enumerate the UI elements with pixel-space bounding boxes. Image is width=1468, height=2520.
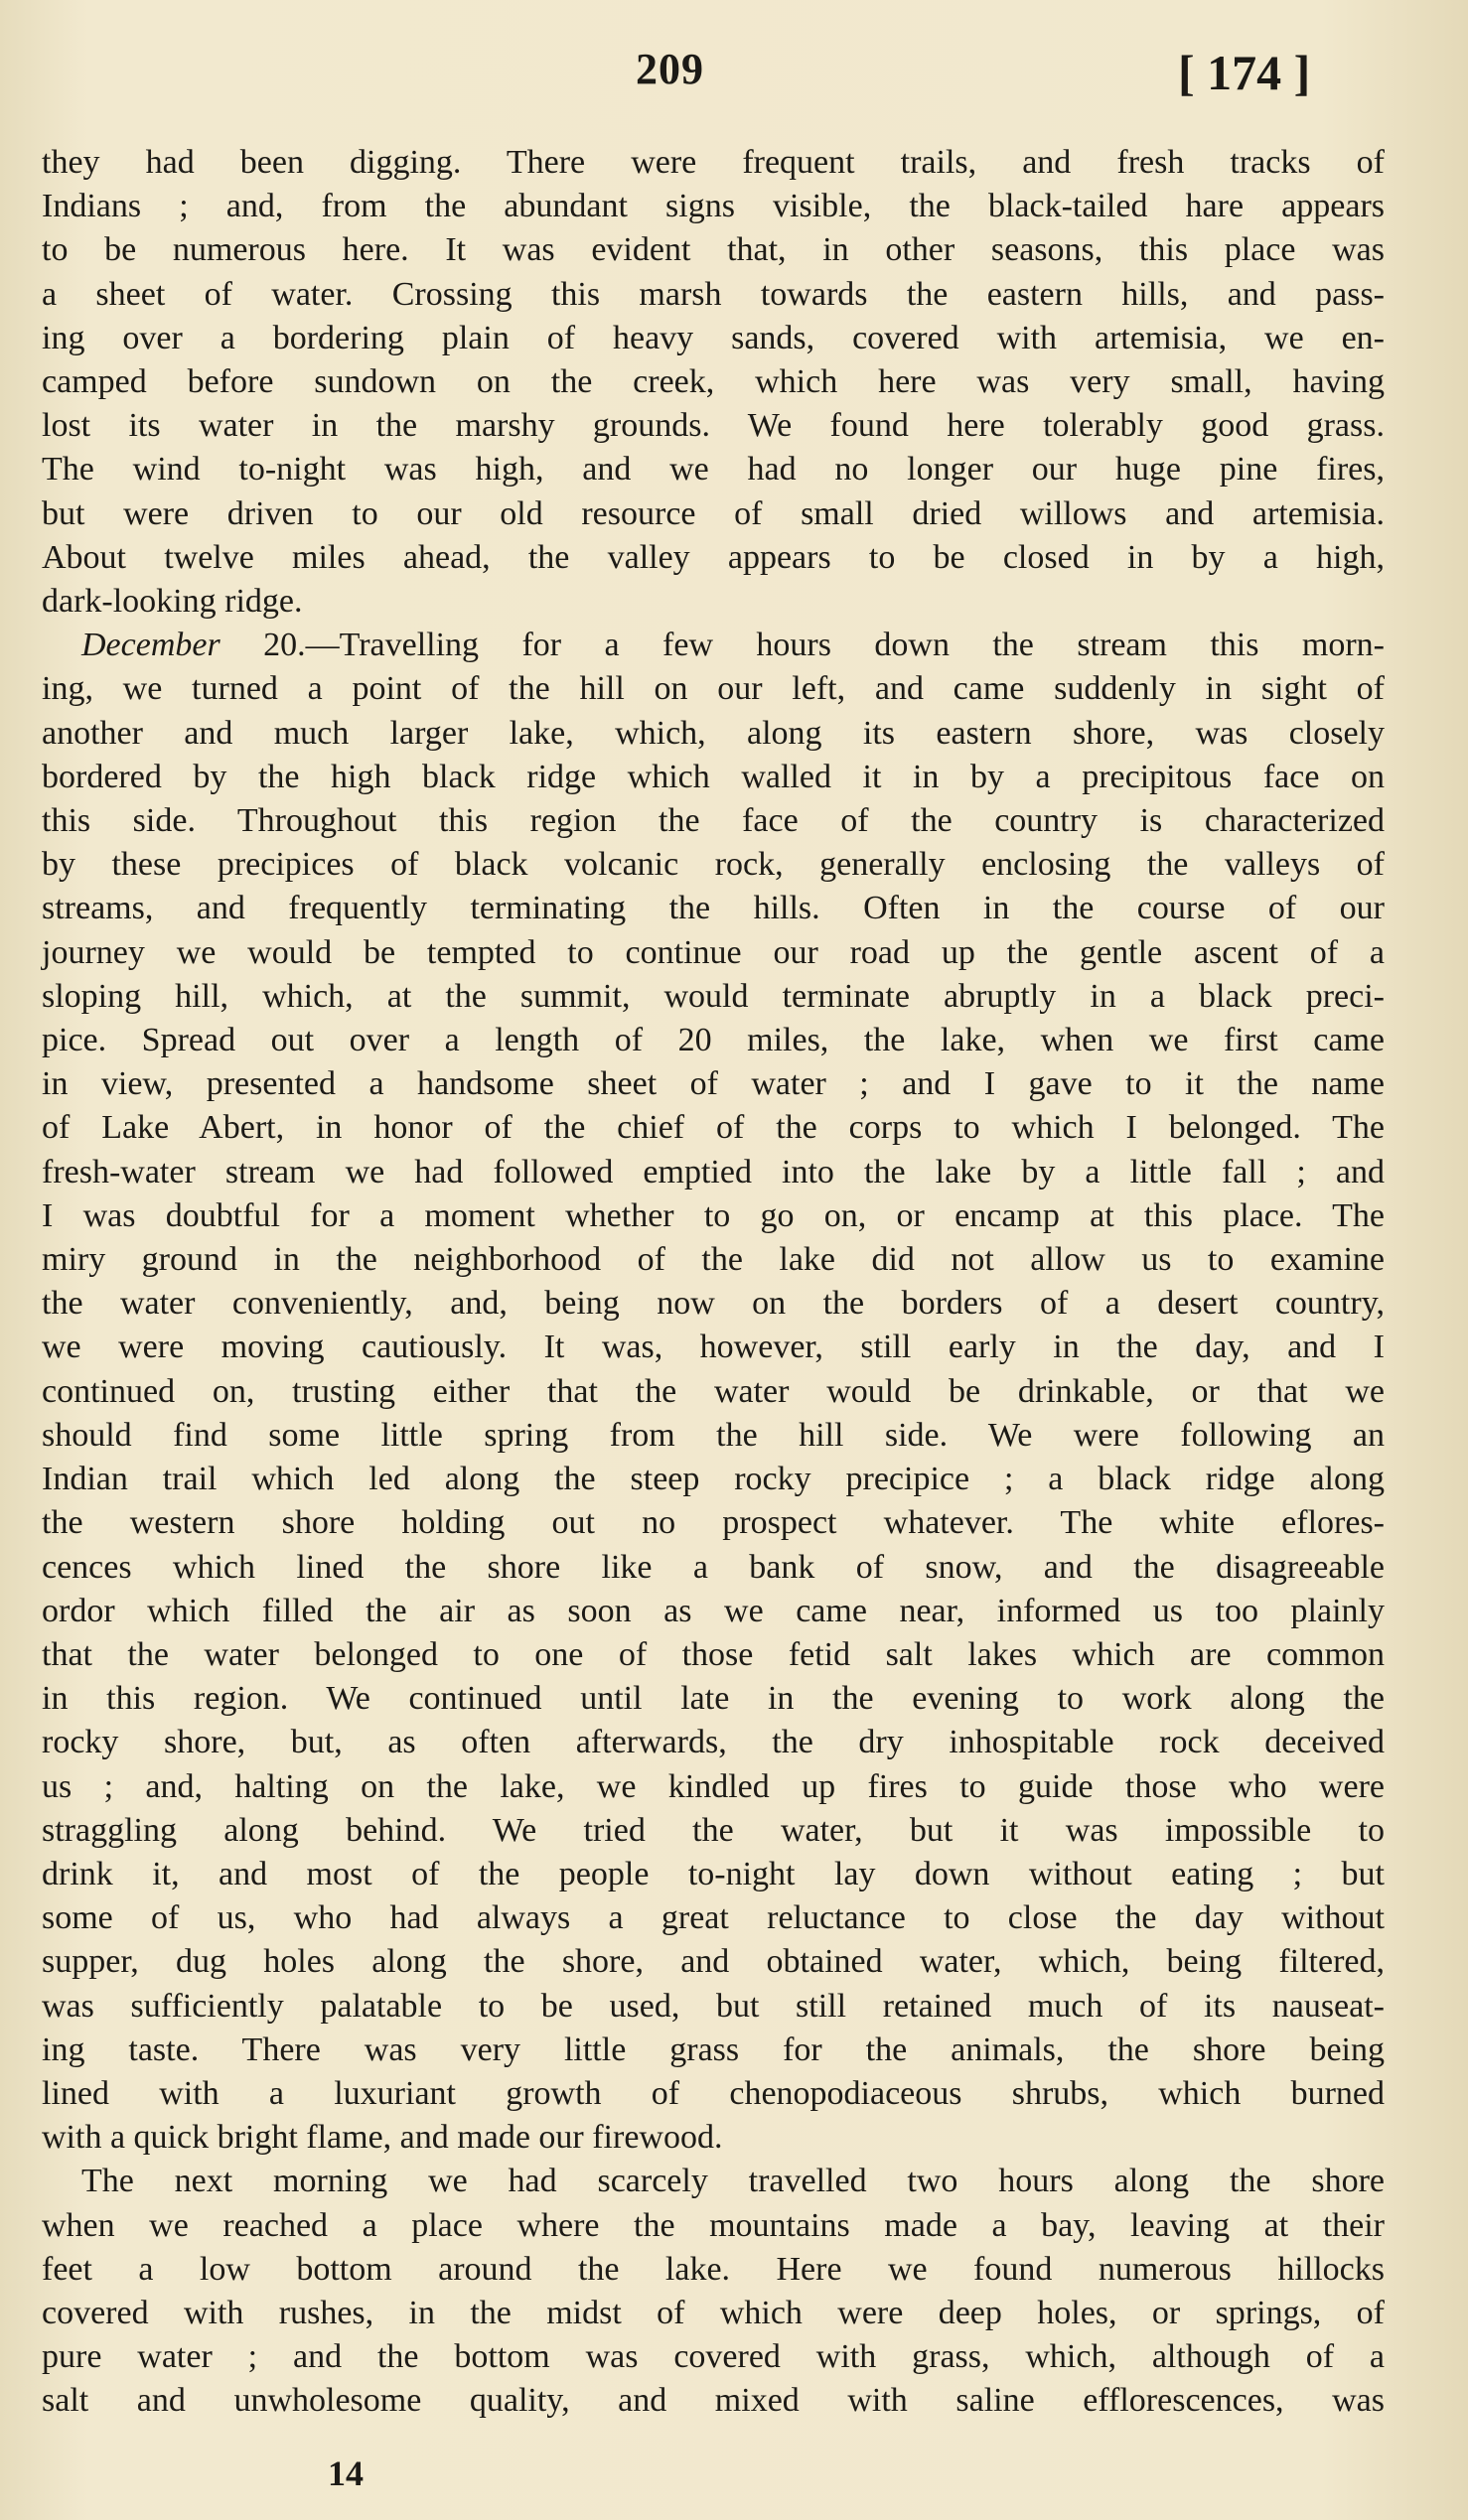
text-line: The wind to-night was high, and we had no longer our huge pine fires,: [42, 451, 1385, 489]
text-line: the western shore holding out no prospect whatever. The white eflores-: [42, 1504, 1385, 1542]
body-text: [42, 141, 1385, 2424]
text-line: salt and unwholesome quality, and mixed with saline efflorescences, was: [42, 2382, 1385, 2420]
text-line: pure water ; and the bottom was covered with grass, which, although of a: [42, 2338, 1385, 2376]
text-line: Indian trail which led along the steep rocky precipice ; a black ridge along: [42, 1461, 1385, 1498]
text-line: drink it, and most of the people to-night lay down without eating ; but: [42, 1855, 1385, 1892]
text-line: bordered by the high black ridge which walled it in by a precipitous face on: [42, 758, 1385, 795]
text-line: a sheet of water. Crossing this marsh towards the eastern hills, and pass-: [42, 275, 1385, 313]
text-line: ing, we turned a point of the hill on our left, and came suddenly in sight of: [42, 670, 1385, 708]
text-line: ing taste. There was very little grass for the animals, the shore being: [42, 2030, 1385, 2068]
text-line: I was doubtful for a moment whether to go on, or encamp at this place. The: [42, 1196, 1385, 1234]
paragraph: [42, 141, 1385, 624]
text-line: of Lake Abert, in honor of the chief of the corps to which I belonged. The: [42, 1109, 1385, 1147]
page-number: 209: [636, 45, 704, 93]
text-line: in view, presented a handsome sheet of water ; and I gave to it the name: [42, 1065, 1385, 1103]
text-line: supper, dug holes along the shore, and obtained water, which, being filtered,: [42, 1943, 1385, 1981]
text-line: [42, 624, 1385, 667]
text-line: fresh-water stream we had followed emptied into the lake by a little fall ; and: [42, 1153, 1385, 1190]
text-line: sloping hill, which, at the summit, would terminate abruptly in a black preci-: [42, 977, 1385, 1015]
signature-mark: 14: [328, 2453, 364, 2493]
text-line: Indians ; and, from the abundant signs visible, the black-tailed hare appears: [42, 188, 1385, 225]
text-line: cences which lined the shore like a bank of snow, and the disagreeable: [42, 1548, 1385, 1586]
text-line: streams, and frequently terminating the hills. Often in the course of our: [42, 890, 1385, 927]
paragraph: [42, 624, 1385, 2160]
text-line: us ; and, halting on the lake, we kindled up fires to guide those who were: [42, 1767, 1385, 1805]
text-line: some of us, who had always a great reluctance to close the day without: [42, 1899, 1385, 1937]
text-line: continued on, trusting either that the water would be drinkable, or that we: [42, 1372, 1385, 1410]
text-line: with a quick bright flame, and made our firewood.: [42, 2119, 723, 2157]
text-line: dark-looking ridge.: [42, 583, 303, 621]
text-line: another and much larger lake, which, along its eastern shore, was closely: [42, 714, 1385, 752]
text-line: camped before sundown on the creek, which here was very small, having: [42, 363, 1385, 401]
text-line: should find some little spring from the hill side. We were following an: [42, 1416, 1385, 1454]
text-line: ing over a bordering plain of heavy sands, covered with artemisia, we en-: [42, 319, 1385, 356]
text-line: lined with a luxuriant growth of chenopodiaceous shrubs, which burned: [42, 2074, 1385, 2112]
text-line: pice. Spread out over a length of 20 miles, the lake, when we first came: [42, 1022, 1385, 1059]
text-line: The next morning we had scarcely travelled two hours along the shore: [81, 2163, 1385, 2200]
text-line: miry ground in the neighborhood of the lake did not allow us to examine: [42, 1241, 1385, 1279]
original-page-number: [ 174 ]: [1178, 45, 1311, 100]
text-line: to be numerous here. It was evident that, in other seasons, this place was: [42, 231, 1385, 269]
text-line: by these precipices of black volcanic rock, generally enclosing the valleys of: [42, 846, 1385, 884]
text-line: but were driven to our old resource of small dried willows and artemisia.: [42, 494, 1385, 532]
date-heading: December: [81, 627, 220, 664]
text-line: rocky shore, but, as often afterwards, the dry inhospitable rock deceived: [42, 1724, 1385, 1761]
text-line: when we reached a place where the mountains made a bay, leaving at their: [42, 2206, 1385, 2244]
text-line: was sufficiently palatable to be used, but still retained much of its nauseat-: [42, 1987, 1385, 2025]
text-line: feet a low bottom around the lake. Here we found numerous hillocks: [42, 2250, 1385, 2288]
text-line: we were moving cautiously. It was, however, still early in the day, and I: [42, 1329, 1385, 1366]
line-text: 20.—Travelling for a few hours down the stream this morn-: [220, 627, 1385, 664]
text-line: covered with rushes, in the midst of which were deep holes, or springs, of: [42, 2294, 1385, 2331]
text-line: ordor which filled the air as soon as we came near, informed us too plainly: [42, 1592, 1385, 1629]
text-line: lost its water in the marshy grounds. We found here tolerably good grass.: [42, 407, 1385, 445]
text-line: this side. Throughout this region the face of the country is characterized: [42, 802, 1385, 840]
text-line: straggling along behind. We tried the water, but it was impossible to: [42, 1811, 1385, 1849]
paragraph: [42, 2160, 1385, 2423]
text-line: the water conveniently, and, being now on the borders of a desert country,: [42, 1285, 1385, 1323]
page-header: [0, 44, 1468, 113]
text-line: About twelve miles ahead, the valley appears to be closed in by a high,: [42, 538, 1385, 576]
text-line: that the water belonged to one of those fetid salt lakes which are common: [42, 1635, 1385, 1673]
text-line: journey we would be tempted to continue our road up the gentle ascent of a: [42, 933, 1385, 971]
text-line: they had been digging. There were frequent trails, and fresh tracks of: [42, 144, 1385, 181]
text-line: in this region. We continued until late in the evening to work along the: [42, 1680, 1385, 1718]
